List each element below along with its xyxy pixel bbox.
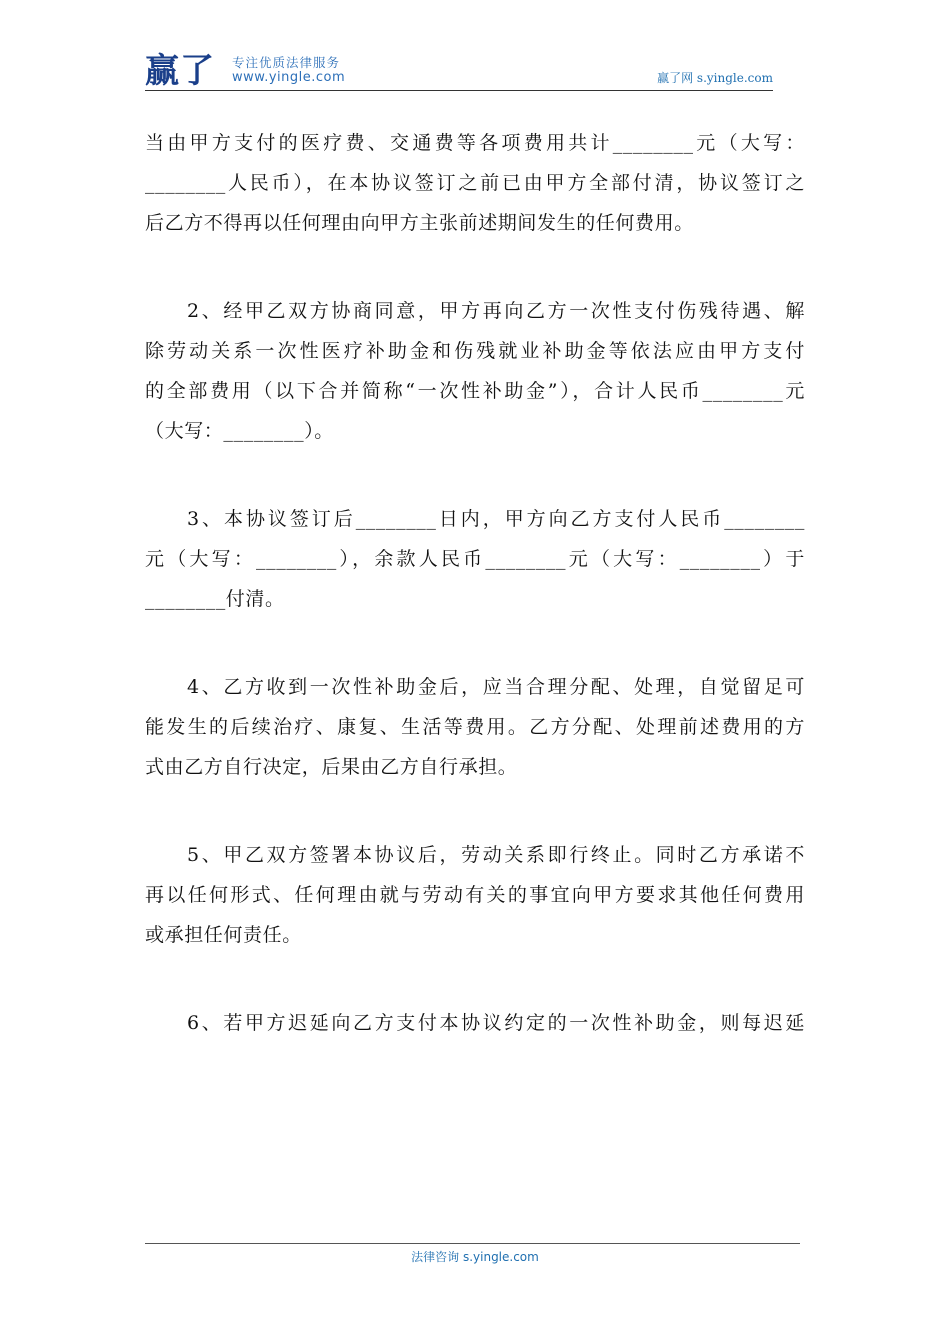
body-line: 式由乙方自行决定，后果由乙方自行承担。 <box>145 756 518 778</box>
paragraph-4-start: 4、乙方收到一次性补助金后，应当合理分配、处理，自觉留足可 <box>187 676 805 698</box>
footer-link[interactable]: 法律咨询 s.yingle.com <box>411 1250 539 1264</box>
body-line: （大写：________）。 <box>145 420 334 442</box>
logo[interactable]: 赢了 <box>145 51 215 91</box>
paragraph-6-start: 6、若甲方迟延向乙方支付本协议约定的一次性补助金，则每迟延 <box>187 1012 805 1034</box>
body-line: 或承担任何责任。 <box>145 924 302 946</box>
body-line: 当由甲方支付的医疗费、交通费等各项费用共计________元（大写： <box>145 132 805 154</box>
paragraph-5-start: 5、甲乙双方签署本协议后，劳动关系即行终止。同时乙方承诺不 <box>187 844 805 866</box>
body-line: 元（大写：________），余款人民币________元（大写：________）于 <box>145 548 805 570</box>
logo-url[interactable]: www.yingle.com <box>232 70 346 85</box>
body-line: ________付清。 <box>145 588 285 610</box>
body-line: 除劳动关系一次性医疗补助金和伤残就业补助金等依法应由甲方支付 <box>145 340 805 362</box>
paragraph-2-start: 2、经甲乙双方协商同意，甲方再向乙方一次性支付伤残待遇、解 <box>187 300 805 322</box>
body-line: ________人民币），在本协议签订之前已由甲方全部付清，协议签订之 <box>145 172 805 194</box>
footer-divider <box>145 1243 800 1244</box>
header-site-link[interactable]: 赢了网 s.yingle.com <box>657 71 773 85</box>
body-line: 能发生的后续治疗、康复、生活等费用。乙方分配、处理前述费用的方 <box>145 716 805 738</box>
body-line: 后乙方不得再以任何理由向甲方主张前述期间发生的任何费用。 <box>145 212 694 234</box>
body-line: 的全部费用（以下合并简称“一次性补助金”），合计人民币________元 <box>145 380 805 402</box>
body-line: 再以任何形式、任何理由就与劳动有关的事宜向甲方要求其他任何费用 <box>145 884 805 906</box>
logo-tagline: 专注优质法律服务 <box>232 55 341 70</box>
document-body <box>145 123 805 1043</box>
paragraph-3-start: 3、本协议签订后________日内，甲方向乙方支付人民币________ <box>187 508 805 530</box>
page-header <box>145 52 773 91</box>
